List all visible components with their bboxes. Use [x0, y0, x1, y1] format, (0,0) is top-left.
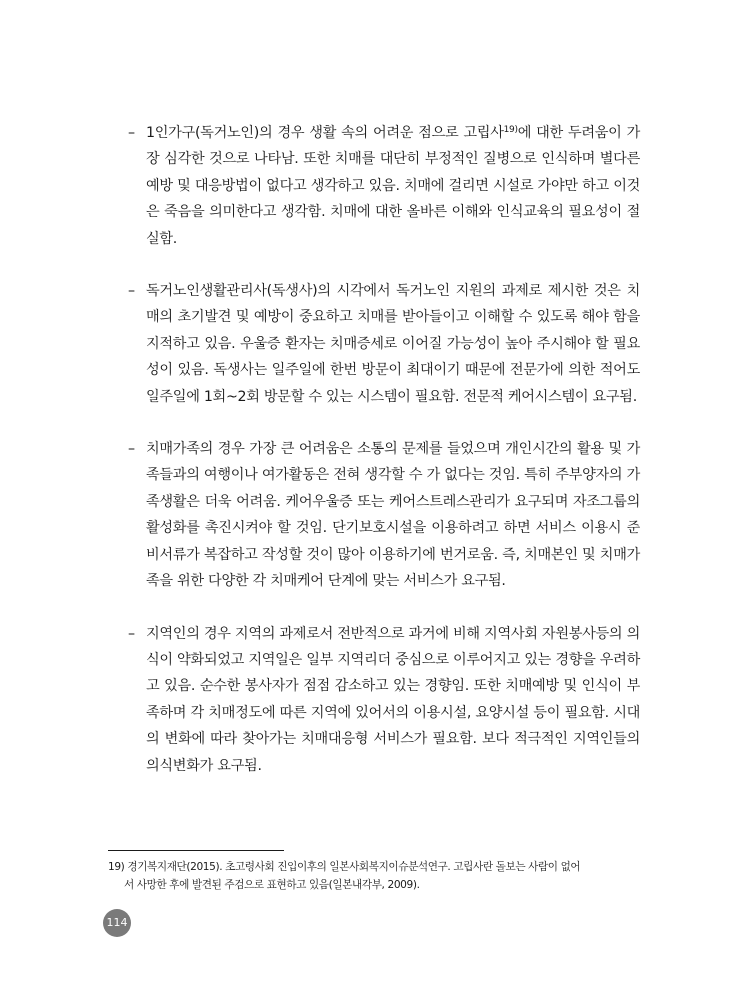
bullet-text: 치매가족의 경우 가장 큰 어려움은 소통의 문제를 들었으며 개인시간의 활용 및 가족들과의 여행이나 여가활동은 전혀 생각할 수 가 없다는 것임. 특히 주부양자의 가족생활은 더욱 어려움. 케어우울증 또는 케어스트레스관리가 요구되며 자조그룹의 활성화를 촉진시켜야 할 것임. 단기보호시설을 이용하려고 하면 서비스 이용시 준비서류가 복잡하고 작성할 것이 많아 이용하기에 번거로움. 즉, 치매본인 및 치매가족을 위한 다양한 각 치매케어 단계에 맞는 서비스가 요구됨. — [146, 441, 640, 590]
footnote-line: 서 사망한 후에 발견된 주검으로 표현하고 있음(일본내각부, 2009). — [124, 879, 420, 891]
bullet-text-part: 1인가구(독거노인)의 경우 생활 속의 어려운 점으로 고립사 — [146, 125, 504, 141]
dash-marker: – — [128, 441, 135, 458]
dash-marker: – — [128, 625, 135, 642]
bullet-list — [128, 120, 640, 805]
bullet-item — [128, 278, 640, 410]
bullet-text: 독거노인생활관리사(독생사)의 시각에서 독거노인 지원의 과제로 제시한 것은 치매의 초기발견 및 예방이 중요하고 치매를 받아들이고 이해할 수 있도록 해야 함을 지적하고 있음. 우울증 환자는 치매증세로 이어질 가능성이 높아 주시해야 할 필요성이 있음. 독생사는 일주일에 한번 방문이 최대이기 때문에 전문가에 의한 적어도 일주일에 1회~2회 방문할 수 있는 시스템이 필요함. 전문적 케어시스템이 요구됨. — [146, 283, 640, 405]
page-number-badge: 114 — [103, 909, 131, 937]
bullet-item — [128, 436, 640, 594]
footnote-ref[interactable]: 19) — [503, 125, 518, 135]
footnote-line: 19) 경기복지재단(2015). 초고령사회 진입이후의 일본사회복지이슈분석연구. 고립사란 돌보는 사람이 없어 — [108, 861, 581, 873]
bullet-item — [128, 120, 640, 252]
dash-marker: – — [128, 283, 135, 300]
bullet-text-part: 에 대한 두려움이 가장 심각한 것으로 나타남. 또한 치매를 대단히 부정적인 질병으로 인식하며 별다른 예방 및 대응방법이 없다고 생각하고 있음. 치매에 걸리면 시설로 가야만 하고 이것은 죽음을 의미한다고 생각함. 치매에 대한 올바른 이해와 인식교육의 필요성이 절실함. — [146, 125, 640, 247]
bullet-text — [146, 120, 640, 252]
footnote-divider — [108, 850, 284, 851]
dash-marker: – — [128, 125, 135, 141]
bullet-item — [128, 621, 640, 779]
footnote — [108, 858, 648, 894]
bullet-text: 지역인의 경우 지역의 과제로서 전반적으로 과거에 비해 지역사회 자원봉사등의 의식이 약화되었고 지역일은 일부 지역리더 중심으로 이루어지고 있는 경향을 우려하고 있음. 순수한 봉사자가 점점 감소하고 있는 경향임. 또한 치매예방 및 인식이 부족하며 각 치매정도에 따른 지역에 있어서의 이용시설, 요양시설 등이 필요함. 시대의 변화에 따라 찾아가는 치매대응형 서비스가 필요함. 보다 적극적인 지역인들의 의식변화가 요구됨. — [146, 625, 640, 774]
